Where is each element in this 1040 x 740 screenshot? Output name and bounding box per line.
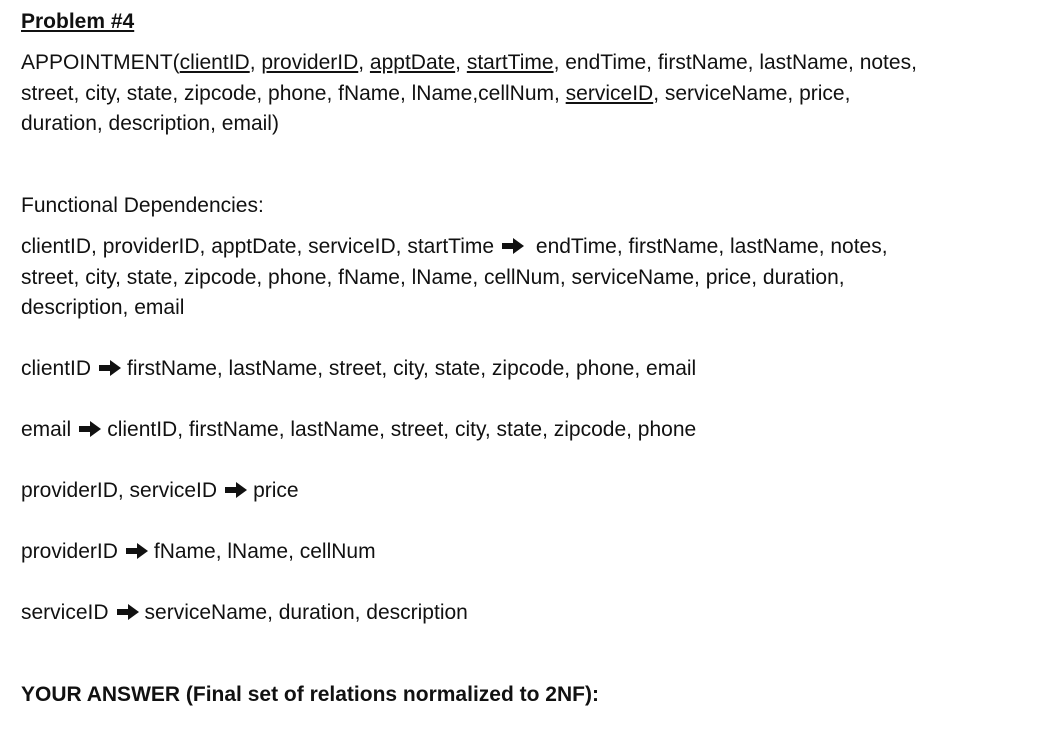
relation-line2-text-a: street, city, state, zipcode, phone, fName, lName,cellNum, [21, 81, 566, 105]
relation-line-3: duration, description, email) [21, 112, 279, 135]
fd-2 [21, 354, 696, 385]
relation-attribute-text: , [358, 51, 370, 74]
arrow-right-icon [77, 419, 103, 439]
fd-1 [21, 232, 888, 324]
relation-line2-text-b: , serviceName, price, [653, 81, 851, 105]
fd-4-lhs: providerID, serviceID [21, 479, 218, 502]
fd-2-rhs: firstName, lastName, street, city, state, zipcode, phone, email [127, 357, 697, 380]
arrow-right-icon [124, 541, 150, 561]
relation-line-1 [21, 48, 917, 79]
fd-6-lhs: serviceID [21, 601, 109, 624]
arrow-right-icon [500, 236, 526, 256]
arrow-right-icon [115, 602, 141, 622]
relation-attribute-text: , endTime, firstName, lastName, notes, [553, 51, 917, 74]
relation-key-attribute: apptDate [369, 51, 456, 74]
fd-1-rhs-line-2: street, city, state, zipcode, phone, fName, lName, cellNum, serviceName, price, duration, [21, 265, 845, 289]
fd-1-line-1 [21, 232, 888, 263]
fd-6-rhs: serviceName, duration, description [144, 601, 468, 624]
fd-2-lhs: clientID [21, 357, 92, 380]
problem-title: Problem #4 [21, 10, 135, 33]
relation-line-2 [21, 79, 917, 110]
fd-1-lhs: clientID, providerID, apptDate, serviceID, startTime [21, 235, 495, 258]
fd-3 [21, 415, 696, 446]
relation-line1-attrs [180, 51, 917, 74]
fd-1-rhs-line-1: endTime, firstName, lastName, notes, [535, 235, 888, 258]
arrow-right-icon [223, 480, 249, 500]
fd-5-lhs: providerID [21, 540, 118, 563]
relation-key-serviceid: serviceID [565, 81, 654, 105]
relation-schema [21, 48, 917, 140]
relation-attribute-text: , [249, 51, 262, 74]
relation-key-attribute: startTime [466, 51, 554, 74]
arrow-right-icon [97, 358, 123, 378]
fd-4-rhs: price [253, 479, 299, 502]
relation-attribute-text: , [455, 51, 467, 74]
fd-4 [21, 476, 299, 507]
fd-heading: Functional Dependencies: [21, 194, 264, 217]
fd-5 [21, 537, 376, 568]
fd-1-rhs-line-3: description, email [21, 296, 185, 319]
fd-3-lhs: email [21, 418, 72, 441]
relation-name: APPOINTMENT( [21, 51, 180, 74]
relation-key-attribute: clientID [179, 51, 250, 74]
relation-key-attribute: providerID [261, 51, 359, 74]
fd-6 [21, 598, 468, 629]
fd-5-rhs: fName, lName, cellNum [153, 540, 376, 563]
fd-3-rhs: clientID, firstName, lastName, street, city, state, zipcode, phone [107, 418, 697, 441]
answer-heading: YOUR ANSWER (Final set of relations normalized to 2NF): [21, 683, 599, 706]
